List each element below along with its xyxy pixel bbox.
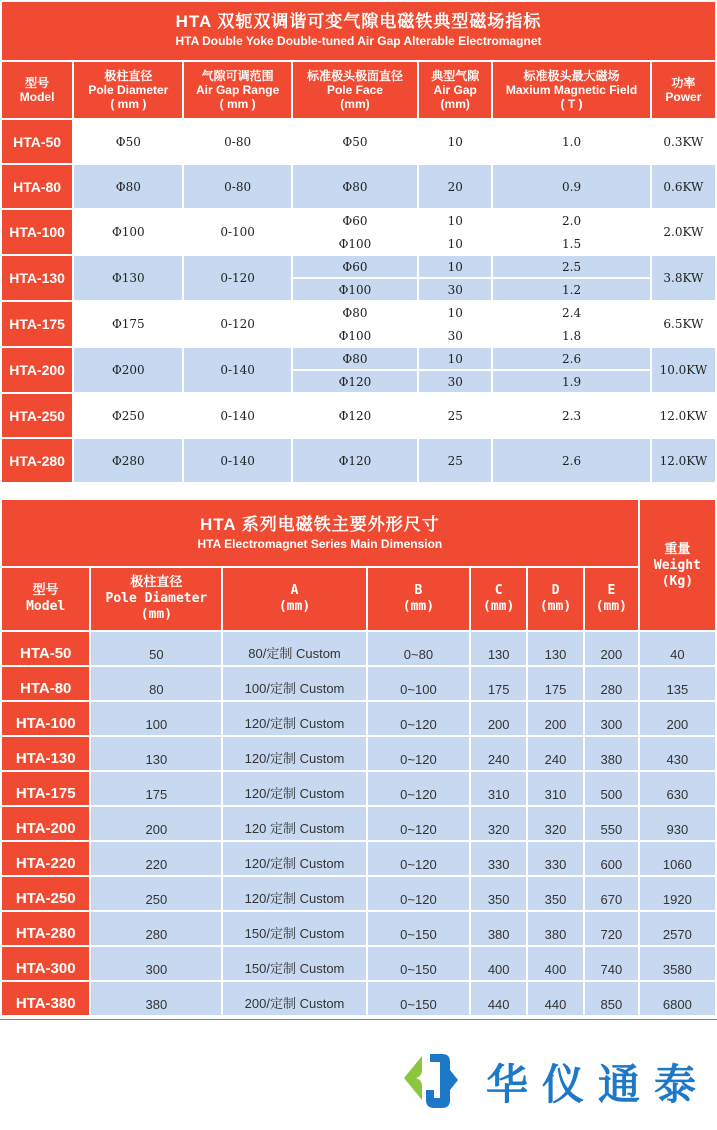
e-cell: 740	[585, 947, 638, 980]
b-cell: 0~150	[368, 982, 470, 1015]
pole-diameter-cell: 200	[91, 807, 221, 840]
air-gap-cell: 30	[419, 371, 491, 392]
header-unit: (mm)	[483, 599, 515, 614]
max-field-cell: 2.6	[493, 439, 649, 482]
c-cell: 350	[471, 877, 526, 910]
header-en: E	[607, 583, 616, 598]
company-logo	[400, 1050, 711, 1110]
d-cell: 240	[528, 737, 583, 770]
table-row	[2, 120, 715, 163]
header-air-gap	[419, 62, 491, 118]
model-cell: HTA-130	[2, 256, 72, 300]
pole-diameter-cell: 220	[91, 842, 221, 875]
pole-diameter-cell: Φ280	[74, 439, 182, 482]
pole-diameter-cell: 175	[91, 772, 221, 805]
b-cell: 0~120	[368, 702, 470, 735]
air-gap-range-cell: 0-100	[184, 210, 290, 254]
header-unit: (mm)	[340, 97, 370, 111]
power-cell: 12.0KW	[652, 439, 715, 482]
weight-cell: 630	[640, 772, 715, 805]
pole-diameter-cell: Φ175	[74, 302, 182, 346]
max-field-cell: 2.6	[493, 348, 649, 369]
table1-title-cn: HTA 双轭双调谐可变气隙电磁铁典型磁场指标	[175, 12, 542, 31]
pole-face-cell: Φ100	[293, 233, 417, 254]
table2-title-row	[2, 500, 715, 566]
pole-face-cell: Φ50	[293, 120, 417, 163]
header-en: A	[290, 583, 299, 598]
header-cn: 型号	[32, 583, 59, 598]
b-cell: 0~120	[368, 807, 470, 840]
d-cell: 350	[528, 877, 583, 910]
header-model	[2, 62, 72, 118]
header-en: Air Gap Range	[195, 83, 280, 97]
header-unit: (Kg)	[661, 574, 694, 589]
table1-title-en: HTA Double Yoke Double-tuned Air Gap Alterable Electromagnet	[175, 34, 542, 48]
header-en: Weight	[653, 558, 701, 573]
e-cell: 300	[585, 702, 638, 735]
b-cell: 0~150	[368, 912, 470, 945]
a-cell: 120/定制 Custom	[223, 842, 365, 875]
table1-title-banner	[2, 2, 715, 60]
table2-title-en: HTA Electromagnet Series Main Dimension	[197, 537, 443, 551]
table1-header-row	[2, 62, 715, 118]
header-en: B	[414, 583, 423, 598]
e-cell: 670	[585, 877, 638, 910]
pole-face-cell: Φ100	[293, 325, 417, 346]
header-unit: ( mm )	[219, 97, 256, 111]
header-c	[471, 568, 526, 630]
air-gap-cell: 10	[419, 210, 491, 231]
air-gap-range-cell: 0-120	[184, 302, 290, 346]
a-cell: 200/定制 Custom	[223, 982, 365, 1015]
table-row	[2, 912, 715, 945]
b-cell: 0~100	[368, 667, 470, 700]
c-cell: 310	[471, 772, 526, 805]
d-cell: 320	[528, 807, 583, 840]
air-gap-cell: 25	[419, 394, 491, 437]
pole-diameter-cell: Φ200	[74, 348, 182, 392]
weight-cell: 200	[640, 702, 715, 735]
pole-face-cell: Φ80	[293, 348, 417, 369]
model-cell: HTA-175	[2, 772, 89, 805]
d-cell: 400	[528, 947, 583, 980]
pole-face-cell: Φ100	[293, 279, 417, 300]
model-cell: HTA-100	[2, 702, 89, 735]
header-en: Pole Face	[326, 83, 383, 97]
air-gap-range-cell: 0-140	[184, 394, 290, 437]
model-cell: HTA-175	[2, 302, 72, 346]
weight-cell: 135	[640, 667, 715, 700]
max-field-cell: 1.2	[493, 279, 649, 300]
e-cell: 200	[585, 632, 638, 665]
pole-diameter-cell: 380	[91, 982, 221, 1015]
model-cell: HTA-80	[2, 667, 89, 700]
power-cell: 0.3KW	[652, 120, 715, 163]
c-cell: 400	[471, 947, 526, 980]
logo-text: 华仪通泰	[486, 1060, 711, 1109]
table-row	[2, 772, 715, 805]
pole-diameter-cell: 250	[91, 877, 221, 910]
table-row	[2, 877, 715, 910]
pole-face-cell: Φ60	[293, 256, 417, 277]
header-unit: (mm)	[140, 607, 173, 622]
pole-diameter-cell: Φ80	[74, 165, 182, 208]
weight-cell: 430	[640, 737, 715, 770]
model-cell: HTA-250	[2, 394, 72, 437]
header-cn: 标准极头极面直径	[306, 69, 403, 83]
max-field-cell: 2.0	[493, 210, 649, 231]
weight-cell: 6800	[640, 982, 715, 1015]
power-cell: 10.0KW	[652, 348, 715, 392]
power-cell: 0.6KW	[652, 165, 715, 208]
header-unit: (mm)	[595, 599, 628, 614]
header-d	[528, 568, 583, 630]
model-cell: HTA-50	[2, 120, 72, 163]
pole-face-cell: Φ80	[293, 302, 417, 323]
e-cell: 600	[585, 842, 638, 875]
b-cell: 0~120	[368, 737, 470, 770]
air-gap-range-cell: 0-140	[184, 348, 290, 392]
pole-face-cell: Φ120	[293, 394, 417, 437]
header-a	[223, 568, 365, 630]
header-unit: (mm)	[440, 97, 470, 111]
e-cell: 500	[585, 772, 638, 805]
d-cell: 330	[528, 842, 583, 875]
table-row	[2, 702, 715, 735]
power-cell: 3.8KW	[652, 256, 715, 300]
air-gap-range-cell: 0-140	[184, 439, 290, 482]
power-cell: 12.0KW	[652, 394, 715, 437]
table2-header-row	[2, 568, 715, 630]
model-cell: HTA-100	[2, 210, 72, 254]
table-row	[2, 842, 715, 875]
model-cell: HTA-50	[2, 632, 89, 665]
table-row	[2, 210, 715, 231]
table-row	[2, 807, 715, 840]
pole-diameter-cell: Φ100	[74, 210, 182, 254]
b-cell: 0~120	[368, 842, 470, 875]
b-cell: 0~80	[368, 632, 470, 665]
a-cell: 100/定制 Custom	[223, 667, 365, 700]
table-row	[2, 394, 715, 437]
e-cell: 720	[585, 912, 638, 945]
pole-face-cell: Φ120	[293, 439, 417, 482]
header-cn: 重量	[664, 542, 691, 557]
header-pole-diameter	[74, 62, 182, 118]
c-cell: 130	[471, 632, 526, 665]
weight-cell: 40	[640, 632, 715, 665]
pole-face-cell: Φ120	[293, 371, 417, 392]
d-cell: 380	[528, 912, 583, 945]
a-cell: 120/定制 Custom	[223, 877, 365, 910]
header-model	[2, 568, 89, 630]
max-field-cell: 1.9	[493, 371, 649, 392]
header-en: Model	[26, 599, 66, 614]
header-en: C	[494, 583, 503, 598]
c-cell: 200	[471, 702, 526, 735]
a-cell: 120/定制 Custom	[223, 737, 365, 770]
air-gap-cell: 30	[419, 325, 491, 346]
c-cell: 320	[471, 807, 526, 840]
a-cell: 120/定制 Custom	[223, 772, 365, 805]
header-cn: 功率	[671, 76, 696, 90]
table-row	[2, 737, 715, 770]
pole-diameter-cell: Φ50	[74, 120, 182, 163]
air-gap-range-cell: 0-80	[184, 165, 290, 208]
model-cell: HTA-200	[2, 807, 89, 840]
model-cell: HTA-380	[2, 982, 89, 1015]
power-cell: 6.5KW	[652, 302, 715, 346]
d-cell: 440	[528, 982, 583, 1015]
table2-title	[2, 500, 638, 566]
e-cell: 280	[585, 667, 638, 700]
b-cell: 0~120	[368, 772, 470, 805]
max-field-cell: 0.9	[493, 165, 649, 208]
d-cell: 175	[528, 667, 583, 700]
model-cell: HTA-130	[2, 737, 89, 770]
header-cn: 气隙可调范围	[201, 69, 274, 83]
model-cell: HTA-80	[2, 165, 72, 208]
header-b	[368, 568, 470, 630]
power-cell: 2.0KW	[652, 210, 715, 254]
weight-cell: 1060	[640, 842, 715, 875]
header-en: Power	[665, 90, 702, 104]
table-row	[2, 439, 715, 482]
d-cell: 200	[528, 702, 583, 735]
dimension-table	[0, 498, 717, 1017]
air-gap-cell: 10	[419, 256, 491, 277]
model-cell: HTA-250	[2, 877, 89, 910]
max-field-cell: 2.4	[493, 302, 649, 323]
header-en: Pole Diameter	[88, 83, 169, 97]
max-field-cell: 2.5	[493, 256, 649, 277]
b-cell: 0~150	[368, 947, 470, 980]
header-cn: 极柱直径	[130, 575, 183, 590]
a-cell: 80/定制 Custom	[223, 632, 365, 665]
header-unit: ( mm )	[110, 97, 147, 111]
e-cell: 550	[585, 807, 638, 840]
pole-diameter-cell: 100	[91, 702, 221, 735]
pole-diameter-cell: Φ250	[74, 394, 182, 437]
pole-face-cell: Φ80	[293, 165, 417, 208]
hy-logo-icon	[400, 1050, 460, 1110]
model-cell: HTA-300	[2, 947, 89, 980]
air-gap-cell: 10	[419, 348, 491, 369]
pole-diameter-cell: 130	[91, 737, 221, 770]
c-cell: 330	[471, 842, 526, 875]
b-cell: 0~120	[368, 877, 470, 910]
header-en: Air Gap	[433, 83, 477, 97]
header-cn: 标准极头最大磁场	[523, 69, 620, 83]
table-row	[2, 632, 715, 665]
header-pole-diameter	[91, 568, 221, 630]
header-unit: (mm)	[278, 599, 311, 614]
header-air-gap-range	[184, 62, 290, 118]
table-row	[2, 348, 715, 369]
pole-diameter-cell: 80	[91, 667, 221, 700]
c-cell: 380	[471, 912, 526, 945]
e-cell: 850	[585, 982, 638, 1015]
weight-cell: 3580	[640, 947, 715, 980]
c-cell: 175	[471, 667, 526, 700]
air-gap-cell: 30	[419, 279, 491, 300]
weight-cell: 2570	[640, 912, 715, 945]
air-gap-cell: 20	[419, 165, 491, 208]
table-row	[2, 982, 715, 1015]
pole-diameter-cell: 280	[91, 912, 221, 945]
header-en: Model	[19, 90, 55, 104]
header-en: D	[551, 583, 560, 598]
max-field-cell: 1.0	[493, 120, 649, 163]
a-cell: 150/定制 Custom	[223, 912, 365, 945]
max-field-cell: 1.5	[493, 233, 649, 254]
e-cell: 380	[585, 737, 638, 770]
table-row	[2, 947, 715, 980]
header-cn: 极柱直径	[104, 69, 153, 83]
header-power	[652, 62, 715, 118]
header-cn: 型号	[25, 76, 50, 90]
header-max-field	[493, 62, 649, 118]
model-cell: HTA-280	[2, 439, 72, 482]
a-cell: 120 定制 Custom	[223, 807, 365, 840]
header-unit: ( T )	[560, 97, 583, 111]
table-row	[2, 256, 715, 277]
header-en: Pole Diameter	[105, 591, 208, 606]
header-unit: (mm)	[539, 599, 572, 614]
header-en: Maxium Magnetic Field	[505, 83, 638, 97]
table2-title-cn: HTA 系列电磁铁主要外形尺寸	[200, 515, 440, 534]
c-cell: 240	[471, 737, 526, 770]
pole-diameter-cell: 300	[91, 947, 221, 980]
a-cell: 150/定制 Custom	[223, 947, 365, 980]
header-e	[585, 568, 638, 630]
table-row	[2, 302, 715, 323]
air-gap-cell: 10	[419, 302, 491, 323]
magnetic-field-table	[0, 60, 717, 484]
divider	[0, 1019, 717, 1020]
header-pole-face	[293, 62, 417, 118]
air-gap-cell: 25	[419, 439, 491, 482]
air-gap-range-cell: 0-80	[184, 120, 290, 163]
table1-title	[2, 2, 715, 60]
weight-cell: 1920	[640, 877, 715, 910]
pole-diameter-cell: Φ130	[74, 256, 182, 300]
table-row	[2, 165, 715, 208]
header-cn: 典型气隙	[431, 69, 480, 83]
max-field-cell: 2.3	[493, 394, 649, 437]
pole-face-cell: Φ60	[293, 210, 417, 231]
c-cell: 440	[471, 982, 526, 1015]
a-cell: 120/定制 Custom	[223, 702, 365, 735]
header-weight	[640, 500, 715, 630]
model-cell: HTA-220	[2, 842, 89, 875]
d-cell: 310	[528, 772, 583, 805]
model-cell: HTA-200	[2, 348, 72, 392]
air-gap-range-cell: 0-120	[184, 256, 290, 300]
max-field-cell: 1.8	[493, 325, 649, 346]
air-gap-cell: 10	[419, 120, 491, 163]
header-unit: (mm)	[402, 599, 435, 614]
table-row	[2, 667, 715, 700]
air-gap-cell: 10	[419, 233, 491, 254]
model-cell: HTA-280	[2, 912, 89, 945]
d-cell: 130	[528, 632, 583, 665]
weight-cell: 930	[640, 807, 715, 840]
pole-diameter-cell: 50	[91, 632, 221, 665]
